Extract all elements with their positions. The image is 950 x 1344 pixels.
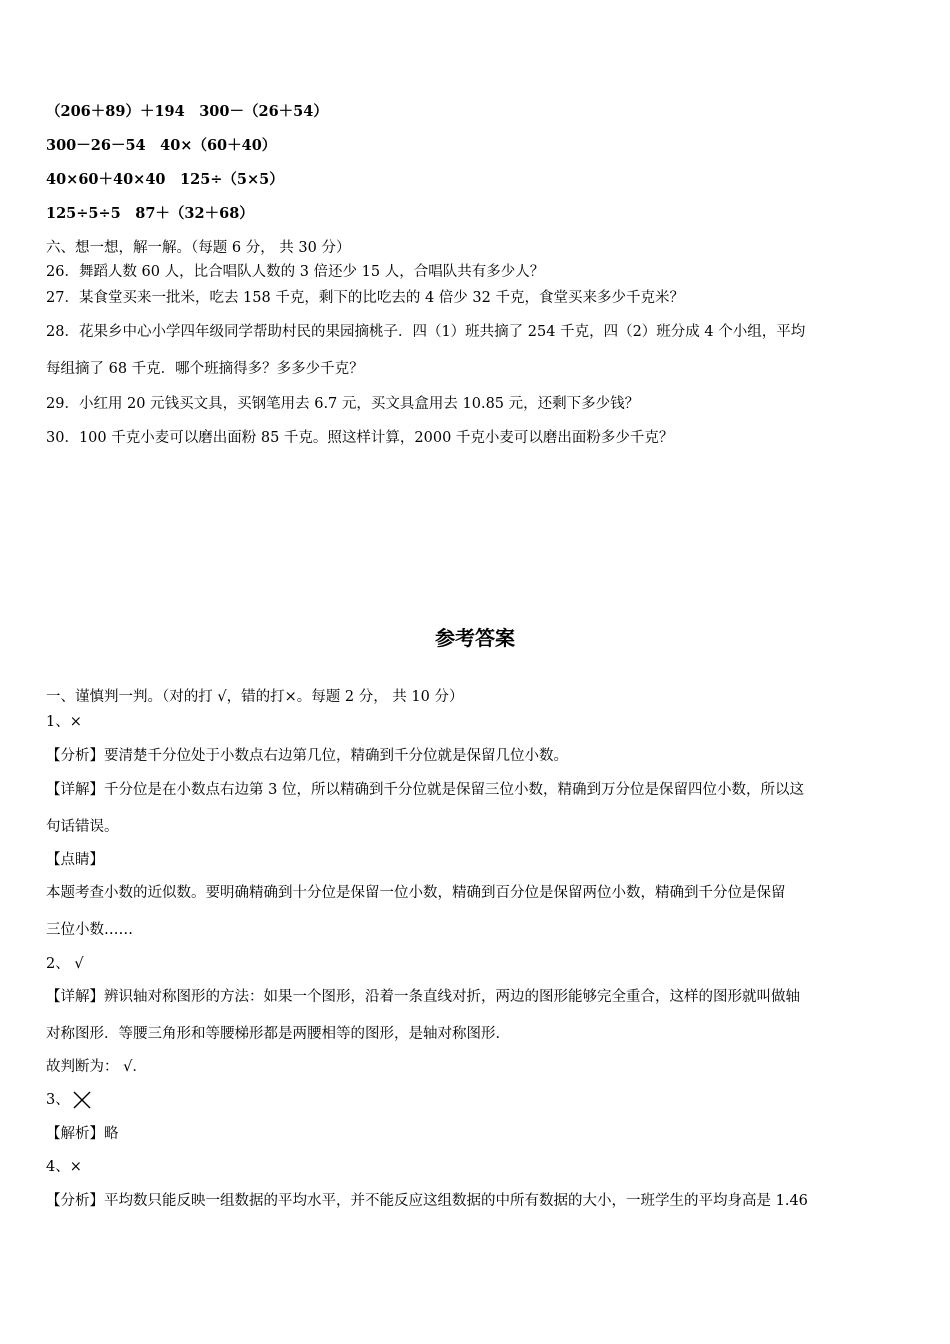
expression-line: 125÷5÷5 87＋（32＋68）	[46, 205, 254, 222]
question-28-line-2: 每组摘了 68 千克．哪个班摘得多？多多少千克？	[46, 361, 364, 377]
answer-1-detail-line-2: 句话错误。	[46, 819, 119, 835]
answer-2-conclusion: 故判断为： √．	[46, 1059, 147, 1075]
answer-3-row	[46, 1090, 92, 1110]
answer-1-analysis: 【分析】要清楚千分位处于小数点右边第几位，精确到千分位就是保留几位小数。	[46, 748, 568, 764]
answer-1-tip-line-2: 三位小数……	[46, 922, 133, 938]
answer-1-detail-line-1: 【详解】千分位是在小数点右边第 3 位，所以精确到千分位就是保留三位小数，精确到万分位是保留四位小数，所以这	[46, 782, 804, 798]
question-29: 29．小红用 20 元钱买文具，买钢笔用去 6.7 元，买文具盒用去 10.85 元，还剩下多少钱？	[46, 396, 640, 412]
answer-3-number: 3、	[46, 1092, 70, 1108]
answer-2-detail-line-1: 【详解】辨识轴对称图形的方法：如果一个图形，沿着一条直线对折，两边的图形能够完全重合，这样的图形就叫做轴	[46, 989, 800, 1005]
section-6-title: 六、想一想，解一解。（每题 6 分， 共 30 分）	[46, 240, 351, 256]
answer-1-number: 1、×	[46, 714, 82, 730]
answer-4-number: 4、×	[46, 1159, 82, 1175]
answer-1-tip-line-1: 本题考查小数的近似数。要明确精确到十分位是保留一位小数，精确到百分位是保留两位小数，精确到千分位是保留	[46, 885, 786, 901]
question-27: 27．某食堂买来一批米，吃去 158 千克，剩下的比吃去的 4 倍少 32 千克，食堂买来多少千克米？	[46, 290, 684, 306]
answer-1-tip-title: 【点睛】	[46, 852, 104, 868]
answer-3-analysis: 【解析】略	[46, 1126, 119, 1142]
answer-2-detail-line-2: 对称图形．等腰三角形和等腰梯形都是两腰相等的图形，是轴对称图形．	[46, 1026, 510, 1042]
expression-line: （206＋89）＋194 300－（26＋54）	[46, 103, 328, 120]
question-28-line-1: 28．花果乡中心小学四年级同学帮助村民的果园摘桃子．四（1）班共摘了 254 千克，四（2）班分成 4 个小组，平均	[46, 324, 806, 340]
question-30: 30．100 千克小麦可以磨出面粉 85 千克。照这样计算，2000 千克小麦可以磨出面粉多少千克？	[46, 430, 674, 446]
cross-mark-icon	[72, 1090, 92, 1110]
answer-2-number: 2、 √	[46, 956, 84, 972]
answers-heading: 参考答案	[435, 626, 515, 650]
question-26: 26．舞蹈人数 60 人，比合唱队人数的 3 倍还少 15 人，合唱队共有多少人？	[46, 264, 545, 280]
answer-4-analysis: 【分析】平均数只能反映一组数据的平均水平，并不能反应这组数据的中所有数据的大小，一班学生的平均身高是 1.46	[46, 1193, 808, 1209]
answers-section-1-title: 一、谨慎判一判。（对的打 √，错的打×。每题 2 分， 共 10 分）	[46, 689, 464, 705]
expression-line: 300－26－54 40×（60＋40）	[46, 137, 277, 154]
expression-line: 40×60＋40×40 125÷（5×5）	[46, 171, 284, 188]
